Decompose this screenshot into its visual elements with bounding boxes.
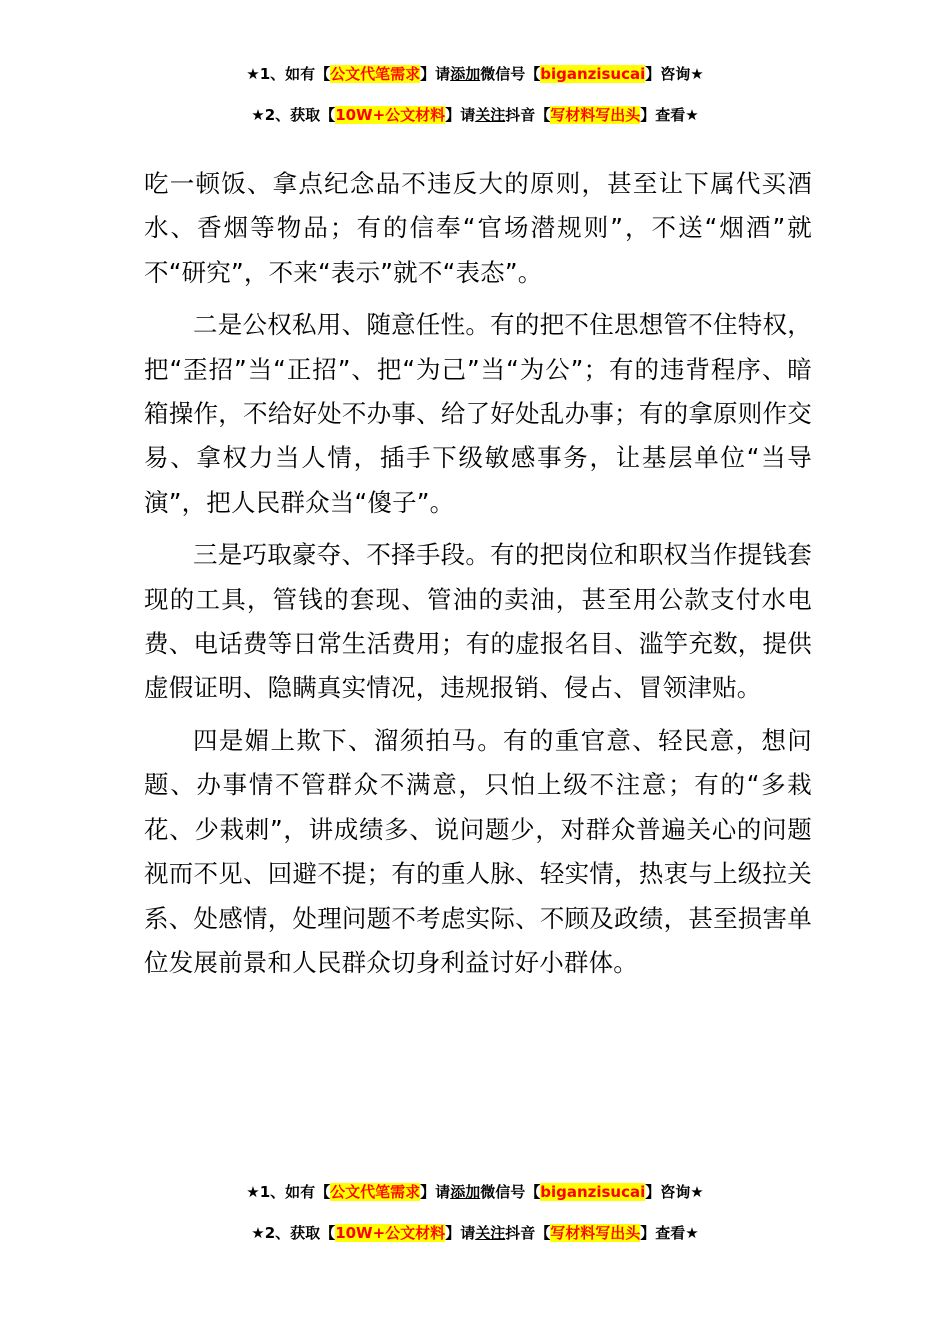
promo-highlight: 10W+公文材料 <box>335 1224 446 1242</box>
promo-text: 】请 <box>445 1224 476 1242</box>
promo-text: 】查看★ <box>640 106 699 124</box>
promo-text: 】咨询★ <box>645 65 704 83</box>
paragraph: 二是公权私用、随意任性。有的把不住思想管不住特权，把“歪招”当“正招”、把“为己”当“为公”；有的违背程序、暗箱操作，不给好处不办事、给了好处乱办事；有的拿原则作交易、拿权力当人情，插手下级敏感事务，让基层单位“当导演”，把人民群众当“傻子”。 <box>144 310 812 517</box>
promo-text: ★1、如有【 <box>246 65 331 83</box>
promo-highlight: 写材料写出头 <box>550 106 641 124</box>
promo-text: 】请 <box>420 65 451 83</box>
promo-text: ★2、获取【 <box>251 106 336 124</box>
promo-highlight: 10W+公文材料 <box>335 106 446 124</box>
paragraph: 三是巧取豪夺、不择手段。有的把岗位和职权当作提钱套现的工具，管钱的套现、管油的卖油，甚至用公款支付水电费、电话费等日常生活费用；有的虚报名目、滥竽充数，提供虚假证明、隐瞒真实情况，违规报销、侵占、冒领津贴。 <box>144 540 812 703</box>
promo-highlight: 公文代笔需求 <box>330 1183 421 1201</box>
header-promo <box>0 64 950 125</box>
promo-text: 抖音【 <box>505 106 551 124</box>
promo-underline-text: 添加 <box>450 1183 481 1201</box>
promo-line-1 <box>0 64 950 84</box>
promo-text: ★2、获取【 <box>251 1224 336 1242</box>
promo-highlight: biganzisucai <box>540 1183 646 1201</box>
promo-underline-text: 关注 <box>475 106 506 124</box>
promo-highlight: 写材料写出头 <box>550 1224 641 1242</box>
promo-underline-text: 关注 <box>475 1224 506 1242</box>
promo-text: 】请 <box>445 106 476 124</box>
promo-underline-text: 添加 <box>450 65 481 83</box>
promo-highlight: 公文代笔需求 <box>330 65 421 83</box>
promo-text: 】请 <box>420 1183 451 1201</box>
promo-text: 】咨询★ <box>645 1183 704 1201</box>
promo-text: 微信号【 <box>480 1183 541 1201</box>
promo-line-2 <box>0 105 950 125</box>
promo-line-2 <box>0 1223 950 1243</box>
paragraph: 四是媚上欺下、溜须拍马。有的重官意、轻民意，想问题、办事情不管群众不满意，只怕上级不注意；有的“多栽花、少栽刺”，讲成绩多、说问题少，对群众普遍关心的问题视而不见、回避不提；有的重人脉、轻实情，热衷与上级拉关系、处感情，处理问题不考虑实际、不顾及政绩，甚至损害单位发展前景和人民群众切身利益讨好小群体。 <box>144 725 812 977</box>
promo-line-1 <box>0 1182 950 1202</box>
promo-text: 抖音【 <box>505 1224 551 1242</box>
paragraph: 吃一顿饭、拿点纪念品不违反大的原则，甚至让下属代买酒水、香烟等物品；有的信奉“官场潜规则”，不送“烟酒”就不“研究”，不来“表示”就不“表态”。 <box>144 169 812 287</box>
promo-text: 微信号【 <box>480 65 541 83</box>
footer-promo <box>0 1182 950 1243</box>
promo-highlight: biganzisucai <box>540 65 646 83</box>
promo-text: 】查看★ <box>640 1224 699 1242</box>
document-body <box>144 162 812 993</box>
promo-text: ★1、如有【 <box>246 1183 331 1201</box>
